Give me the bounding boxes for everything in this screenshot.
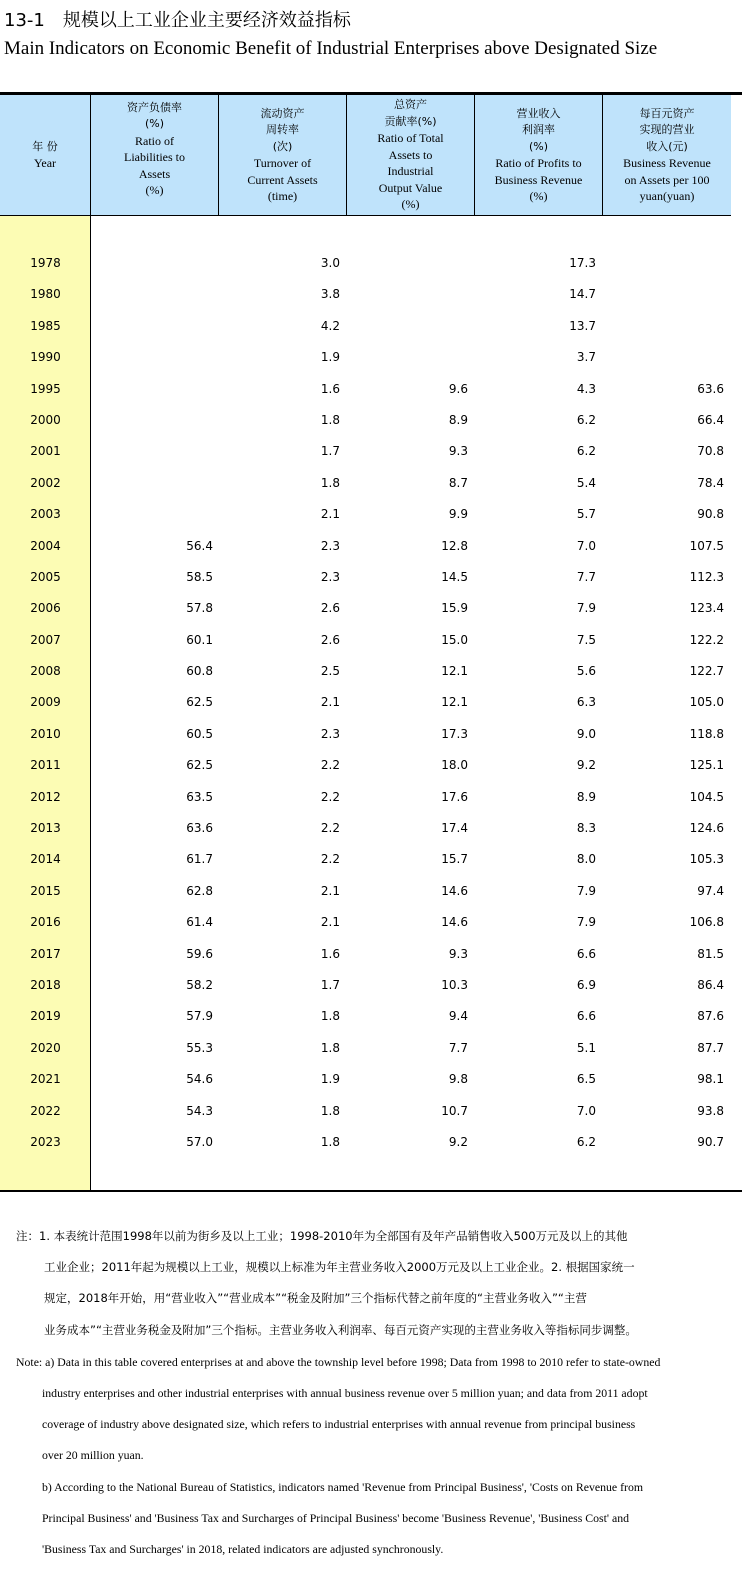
total-assets-cell: 12.1 [441, 695, 468, 710]
total-assets-cell: 9.2 [448, 1134, 468, 1149]
note-en-line: Note: a) Data in this table covered enterprises at and above the township level before 1998; Data from 1998 to 2010 refer to state-owned [16, 1355, 661, 1369]
year-cell: 2002 [30, 475, 61, 490]
table-row [0, 311, 731, 342]
year-cell: 1990 [30, 350, 61, 365]
turnover-cell: 2.6 [320, 632, 340, 647]
liabilities-cell: 63.6 [186, 821, 213, 836]
revenue-per-100-cell: 81.5 [697, 946, 724, 961]
header-revenue-zh2: 实现的营业 [639, 123, 695, 136]
table-row [0, 844, 731, 875]
total-assets-cell: 17.3 [441, 726, 468, 741]
year-cell: 2015 [30, 883, 61, 898]
revenue-per-100-cell: 112.3 [689, 569, 724, 584]
revenue-per-100-cell: 66.4 [697, 412, 724, 427]
profit-ratio-cell: 5.4 [576, 475, 596, 490]
profit-ratio-cell: 5.6 [576, 664, 596, 679]
turnover-cell: 2.3 [320, 538, 340, 553]
table-row [0, 876, 731, 907]
turnover-cell: 1.9 [320, 1072, 340, 1087]
year-cell: 1995 [30, 381, 61, 396]
revenue-per-100-cell: 122.7 [689, 664, 724, 679]
year-cell: 2013 [30, 821, 61, 836]
table-body [0, 248, 731, 1158]
table-header [0, 95, 731, 216]
table-title-zh-text: 规模以上工业企业主要经济效益指标 [62, 10, 351, 31]
year-cell: 2005 [30, 569, 61, 584]
profit-ratio-cell: 6.5 [576, 1072, 596, 1087]
header-revenue-per-100 [603, 95, 731, 215]
liabilities-cell: 62.5 [186, 695, 213, 710]
header-year-en: Year [33, 156, 57, 170]
header-liabilities-zh: 资产负债率 [127, 100, 182, 114]
profit-ratio-cell: 5.1 [576, 1040, 596, 1055]
revenue-per-100-cell: 105.3 [689, 852, 724, 867]
profit-ratio-cell: 9.2 [576, 758, 596, 773]
turnover-cell: 3.8 [320, 287, 340, 302]
revenue-per-100-cell: 107.5 [689, 538, 724, 553]
total-assets-cell: 10.7 [441, 1103, 468, 1118]
total-assets-cell: 17.6 [441, 789, 468, 804]
header-total-assets [347, 95, 475, 215]
revenue-per-100-cell: 122.2 [689, 632, 724, 647]
turnover-cell: 1.9 [320, 350, 340, 365]
header-turnover-en: Turnover of Current Assets [247, 156, 318, 187]
liabilities-cell: 63.5 [186, 789, 213, 804]
revenue-per-100-cell: 106.8 [689, 915, 724, 930]
turnover-cell: 1.8 [320, 1103, 340, 1118]
total-assets-cell: 9.3 [448, 444, 468, 459]
revenue-per-100-cell: 87.7 [697, 1040, 724, 1055]
header-profits-en: Ratio of Profits to Business Revenue [494, 156, 583, 187]
profit-ratio-cell: 7.9 [576, 601, 596, 616]
header-revenue-zh3: 收入(元) [646, 139, 688, 153]
table-row [0, 1033, 731, 1064]
year-cell: 2000 [30, 412, 61, 427]
turnover-cell: 1.8 [320, 412, 340, 427]
revenue-per-100-cell: 123.4 [689, 601, 724, 616]
header-profits-zh-unit: (%) [528, 139, 549, 153]
note-zh-line: 注：1. 本表统计范围1998年以前为街乡及以上工业；1998-2010年为全部国有及年产品销售收入500万元及以上的其他 [16, 1229, 628, 1243]
table-row [0, 625, 731, 656]
header-year [0, 95, 91, 215]
turnover-cell: 2.3 [320, 569, 340, 584]
table-row [0, 1096, 731, 1127]
revenue-per-100-cell: 90.7 [697, 1134, 724, 1149]
table-row [0, 970, 731, 1001]
profit-ratio-cell: 8.0 [576, 852, 596, 867]
total-assets-cell: 9.9 [448, 507, 468, 522]
liabilities-cell: 55.3 [186, 1040, 213, 1055]
profit-ratio-cell: 7.7 [576, 569, 596, 584]
year-cell: 2018 [30, 977, 61, 992]
total-assets-cell: 14.6 [441, 883, 468, 898]
profit-ratio-cell: 8.9 [576, 789, 596, 804]
header-turnover-zh2: 周转率 [266, 123, 299, 136]
profit-ratio-cell: 7.9 [576, 915, 596, 930]
table-row [0, 782, 731, 813]
note-zh-line: 规定，2018年开始，用“营业收入”“营业成本”“税金及附加”三个指标代替之前年度的“主营业务收入”“主营 [44, 1291, 587, 1305]
revenue-per-100-cell: 90.8 [697, 507, 724, 522]
turnover-cell: 2.1 [320, 507, 340, 522]
liabilities-cell: 54.6 [186, 1072, 213, 1087]
profit-ratio-cell: 4.3 [576, 381, 596, 396]
year-cell: 2003 [30, 507, 61, 522]
total-assets-cell: 10.3 [441, 977, 468, 992]
revenue-per-100-cell: 86.4 [697, 977, 724, 992]
total-assets-cell: 12.8 [441, 538, 468, 553]
total-assets-cell: 9.3 [448, 946, 468, 961]
table-row [0, 813, 731, 844]
profit-ratio-cell: 9.0 [576, 726, 596, 741]
header-revenue-zh: 每百元资产 [639, 106, 695, 120]
year-cell: 2020 [30, 1040, 61, 1055]
total-assets-cell: 8.7 [448, 475, 468, 490]
table-row [0, 562, 731, 593]
liabilities-cell: 58.2 [186, 977, 213, 992]
total-assets-cell: 14.6 [441, 915, 468, 930]
total-assets-cell: 9.4 [448, 1009, 468, 1024]
header-liabilities-en: Ratio of Liabilities to Assets [124, 133, 185, 181]
note-en-line: Principal Business' and 'Business Tax and Surcharges of Principal Business' become 'Business Revenue', 'Business Cost' and [42, 1511, 630, 1525]
total-assets-cell: 14.5 [441, 569, 468, 584]
header-profits [475, 95, 603, 215]
profit-ratio-cell: 14.7 [569, 287, 596, 302]
revenue-per-100-cell: 63.6 [697, 381, 724, 396]
note-en-line: industry enterprises and other industrial enterprises with annual business revenue over 5 million yuan; and data from 2011 adopt [42, 1386, 648, 1400]
profit-ratio-cell: 7.5 [576, 632, 596, 647]
liabilities-cell: 61.4 [186, 915, 213, 930]
turnover-cell: 1.7 [320, 444, 340, 459]
profit-ratio-cell: 6.3 [576, 695, 596, 710]
header-liabilities-zh-unit: (%) [144, 117, 165, 130]
year-cell: 2017 [30, 946, 61, 961]
revenue-per-100-cell: 105.0 [689, 695, 724, 710]
table-row [0, 719, 731, 750]
table-row [0, 405, 731, 436]
header-liabilities [91, 95, 219, 215]
profit-ratio-cell: 7.9 [576, 883, 596, 898]
table-row [0, 939, 731, 970]
turnover-cell: 1.6 [320, 946, 340, 961]
revenue-per-100-cell: 104.5 [689, 789, 724, 804]
total-assets-cell: 8.9 [448, 412, 468, 427]
turnover-cell: 2.2 [320, 821, 340, 836]
revenue-per-100-cell: 98.1 [697, 1072, 724, 1087]
profit-ratio-cell: 7.0 [576, 1103, 596, 1118]
revenue-per-100-cell: 97.4 [697, 883, 724, 898]
table-row [0, 248, 731, 279]
note-en-line: b) According to the National Bureau of Statistics, indicators named 'Revenue from Principal Business', 'Costs on Revenue from [42, 1480, 644, 1494]
header-total-assets-zh2: 贡献率(%) [384, 114, 437, 128]
table-row [0, 593, 731, 624]
year-cell: 2023 [30, 1134, 61, 1149]
header-liabilities-unit: (%) [145, 183, 164, 197]
year-cell: 2008 [30, 664, 61, 679]
header-total-assets-unit: (%) [401, 197, 420, 212]
turnover-cell: 3.0 [320, 256, 340, 270]
header-total-assets-zh: 总资产 [394, 98, 427, 112]
year-cell: 2021 [30, 1072, 61, 1087]
header-revenue-en: Business Revenue on Assets per 100 yuan(yuan) [623, 156, 711, 203]
profit-ratio-cell: 5.7 [576, 507, 596, 522]
year-cell: 1980 [30, 287, 61, 302]
table-title-zh [4, 6, 351, 32]
revenue-per-100-cell: 118.8 [689, 726, 724, 741]
year-cell: 2011 [30, 758, 61, 773]
revenue-per-100-cell: 93.8 [697, 1103, 724, 1118]
header-turnover [219, 95, 347, 215]
profit-ratio-cell: 13.7 [569, 318, 596, 333]
turnover-cell: 2.1 [320, 915, 340, 930]
total-assets-cell: 7.7 [448, 1040, 468, 1055]
table-row [0, 342, 731, 373]
table-row [0, 531, 731, 562]
profit-ratio-cell: 6.9 [576, 977, 596, 992]
note-zh-line: 业务成本”“主营业务税金及附加”三个指标。主营业务收入利润率、每百元资产实现的主营业务收入等指标同步调整。 [44, 1323, 637, 1337]
total-assets-cell: 9.6 [448, 381, 468, 396]
note-zh-line: 工业企业；2011年起为规模以上工业，规模以上标准为年主营业务收入2000万元及以上工业企业。2. 根据国家统一 [44, 1260, 635, 1274]
turnover-cell: 2.1 [320, 695, 340, 710]
table-row [0, 687, 731, 718]
liabilities-cell: 60.5 [186, 726, 213, 741]
revenue-per-100-cell: 70.8 [697, 444, 724, 459]
total-assets-cell: 15.9 [441, 601, 468, 616]
profit-ratio-cell: 6.6 [576, 946, 596, 961]
header-year-zh: 年 份 [32, 139, 58, 153]
liabilities-cell: 62.5 [186, 758, 213, 773]
turnover-cell: 1.8 [320, 1040, 340, 1055]
turnover-cell: 2.3 [320, 726, 340, 741]
table-row [0, 1127, 731, 1158]
liabilities-cell: 58.5 [186, 569, 213, 584]
turnover-cell: 1.8 [320, 475, 340, 490]
liabilities-cell: 56.4 [186, 538, 213, 553]
liabilities-cell: 57.8 [186, 601, 213, 616]
liabilities-cell: 57.0 [186, 1134, 213, 1149]
liabilities-cell: 54.3 [186, 1103, 213, 1118]
table-row [0, 1064, 731, 1095]
bottom-rule [0, 1190, 742, 1192]
table-row [0, 499, 731, 530]
year-cell: 2010 [30, 726, 61, 741]
table-row [0, 436, 731, 467]
table-row [0, 750, 731, 781]
turnover-cell: 1.8 [320, 1134, 340, 1149]
total-assets-cell: 15.7 [441, 852, 468, 867]
profit-ratio-cell: 6.2 [576, 1134, 596, 1149]
table-title-en: Main Indicators on Economic Benefit of Industrial Enterprises above Designated Size [4, 38, 658, 59]
turnover-cell: 2.2 [320, 852, 340, 867]
turnover-cell: 2.5 [320, 664, 340, 679]
header-turnover-zh-unit: (次) [272, 139, 293, 153]
liabilities-cell: 57.9 [186, 1009, 213, 1024]
header-turnover-zh: 流动资产 [260, 106, 305, 120]
turnover-cell: 2.2 [320, 789, 340, 804]
profit-ratio-cell: 7.0 [576, 538, 596, 553]
year-cell: 2014 [30, 852, 61, 867]
year-cell: 2004 [30, 538, 61, 553]
turnover-cell: 4.2 [320, 318, 340, 333]
header-profits-zh2: 利润率 [522, 123, 555, 136]
liabilities-cell: 60.1 [186, 632, 213, 647]
header-profits-zh: 营业收入 [516, 106, 561, 120]
revenue-per-100-cell: 78.4 [697, 475, 724, 490]
year-cell: 2019 [30, 1009, 61, 1024]
total-assets-cell: 18.0 [441, 758, 468, 773]
profit-ratio-cell: 6.2 [576, 412, 596, 427]
profit-ratio-cell: 3.7 [576, 350, 596, 365]
table-row [0, 468, 731, 499]
turnover-cell: 2.2 [320, 758, 340, 773]
revenue-per-100-cell: 124.6 [689, 821, 724, 836]
table-row [0, 279, 731, 310]
liabilities-cell: 59.6 [186, 946, 213, 961]
table-row [0, 907, 731, 938]
profit-ratio-cell: 6.6 [576, 1009, 596, 1024]
year-cell: 1985 [30, 318, 61, 333]
total-assets-cell: 9.8 [448, 1072, 468, 1087]
note-en-line: over 20 million yuan. [42, 1448, 144, 1462]
profit-ratio-cell: 6.2 [576, 444, 596, 459]
note-en-line: coverage of industry above designated size, which refers to industrial enterprises with annual revenue from principal business [42, 1417, 636, 1431]
revenue-per-100-cell: 125.1 [689, 758, 724, 773]
turnover-cell: 2.6 [320, 601, 340, 616]
liabilities-cell: 60.8 [186, 664, 213, 679]
liabilities-cell: 62.8 [186, 883, 213, 898]
total-assets-cell: 12.1 [441, 664, 468, 679]
table-row [0, 656, 731, 687]
year-cell: 2022 [30, 1103, 61, 1118]
header-total-assets-en: Ratio of Total Assets to Industrial Output Value [377, 131, 444, 195]
turnover-cell: 1.6 [320, 381, 340, 396]
header-turnover-unit: (time) [267, 189, 298, 203]
year-cell: 2009 [30, 695, 61, 710]
year-cell: 2006 [30, 601, 61, 616]
year-cell: 2016 [30, 915, 61, 930]
profit-ratio-cell: 17.3 [569, 256, 596, 270]
table-row [0, 374, 731, 405]
turnover-cell: 1.8 [320, 1009, 340, 1024]
profit-ratio-cell: 8.3 [576, 821, 596, 836]
table-row [0, 1001, 731, 1032]
table-number: 13-1 [4, 10, 45, 31]
total-assets-cell: 15.0 [441, 632, 468, 647]
total-assets-cell: 17.4 [441, 821, 468, 836]
year-cell: 2001 [30, 444, 61, 459]
header-profits-unit: (%) [529, 189, 548, 203]
year-cell: 2012 [30, 789, 61, 804]
note-en-line: 'Business Tax and Surcharges' in 2018, related indicators are adjusted synchronously. [42, 1542, 444, 1556]
revenue-per-100-cell: 87.6 [697, 1009, 724, 1024]
liabilities-cell: 61.7 [186, 852, 213, 867]
year-cell: 1978 [30, 256, 61, 270]
turnover-cell: 1.7 [320, 977, 340, 992]
year-cell: 2007 [30, 632, 61, 647]
turnover-cell: 2.1 [320, 883, 340, 898]
